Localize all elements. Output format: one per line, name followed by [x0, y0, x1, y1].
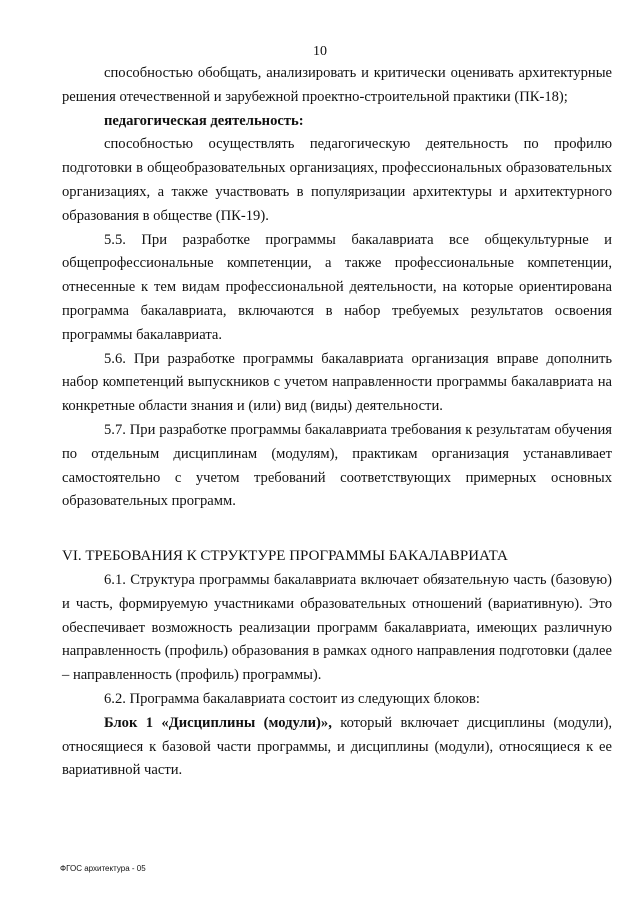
paragraph-6-1: 6.1. Структура программы бакалавриата включает обязательную часть (базовую) и часть, формируемую участниками образовательных отношений (вариативную). Это обеспечивает возможность реализации программ бакалавриата, имеющих различную направленность (профиль) образования в рамках одного направления подготовки (далее – направленность (профиль) программы). — [62, 571, 612, 684]
paragraph-6-2: 6.2. Программа бакалавриата состоит из следующих блоков: — [104, 690, 480, 707]
page-number: 10 — [313, 44, 327, 59]
paragraph-block-1 — [62, 712, 612, 783]
paragraph-5-5: 5.5. При разработке программы бакалавриата все общекультурные и общепрофессиональные компетенции, а также профессиональные компетенции, отнесенные к тем видам профессиональной деятельности, на которые ориентирована программа бакалавриата, включаются в набор требуемых результатов освоения программы бакалавриата. — [62, 231, 612, 343]
block-1-description: который включает дисциплины (модули), относящиеся к базовой части программы, и дисциплины (модули), относящиеся к ее вариативной части. — [62, 714, 612, 779]
footer-label: ФГОС архитектура - 05 — [60, 864, 146, 873]
block-1-title: Блок 1 «Дисциплины (модули)», — [104, 714, 332, 731]
document-body — [62, 62, 612, 783]
paragraph-5-6: 5.6. При разработке программы бакалавриата организация вправе дополнить набор компетенций выпускников с учетом направленности программы бакалавриата на конкретные области знания и (или) вид (виды) деятельности. — [62, 350, 612, 415]
subheading-pedagogical: педагогическая деятельность: — [104, 112, 304, 129]
paragraph-pk18: способностью обобщать, анализировать и критически оценивать архитектурные решения отечественной и зарубежной проектно-строительной практики (ПК-18); — [62, 65, 612, 105]
paragraph-pk19: способностью осуществлять педагогическую деятельность по профилю подготовки в общеобразовательных организациях, профессиональных образовательных организациях, а также участвовать в популяризации архитектуры и архитектурного образования в обществе (ПК-19). — [62, 136, 612, 224]
paragraph-5-7: 5.7. При разработке программы бакалавриата требования к результатам обучения по отдельным дисциплинам (модулям), практикам организация устанавливает самостоятельно с учетом требований соответствующих примерных основных образовательных программ. — [62, 421, 612, 510]
section-heading: VI. ТРЕБОВАНИЯ К СТРУКТУРЕ ПРОГРАММЫ БАКАЛАВРИАТА — [62, 548, 508, 565]
